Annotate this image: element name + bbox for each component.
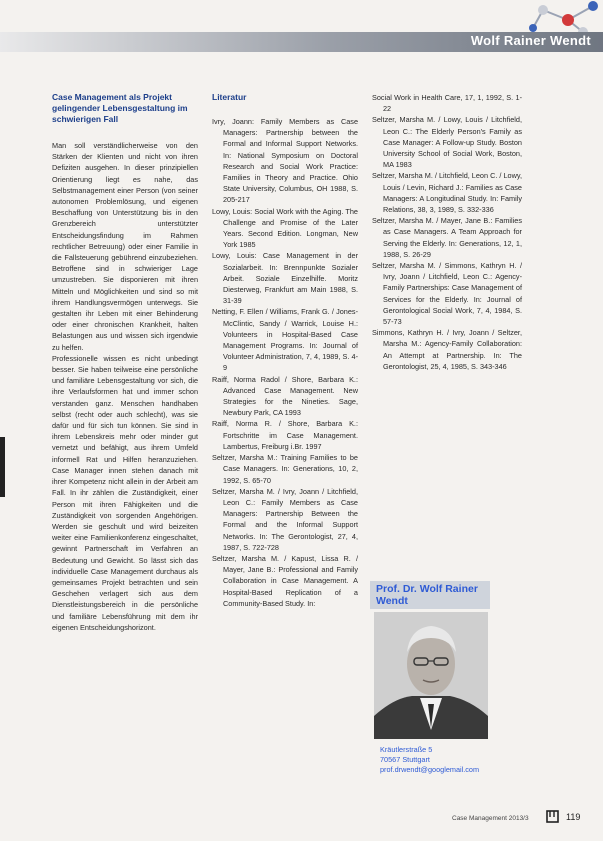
reference-item: Seltzer, Marsha M. / Kapust, Lissa R. / Mayer, Jane B.: Professional and Family Collaboration in Case Management. A Hospital-Based Replication of a Community-Based Study. In:	[212, 553, 358, 608]
reference-item: Social Work in Health Care, 17, 1, 1992, S. 1-22	[372, 93, 522, 114]
literature-column-1	[212, 92, 358, 609]
author-address: Kräutlerstraße 5	[380, 745, 433, 754]
author-contact	[380, 745, 479, 775]
margin-marker	[0, 437, 5, 497]
molecule-graphic	[523, 0, 603, 34]
author-name-box: Prof. Dr. Wolf Rainer Wendt	[370, 581, 490, 609]
author-city: 70567 Stuttgart	[380, 755, 430, 764]
header-bar	[0, 32, 603, 52]
literature-column-2	[372, 92, 522, 372]
reference-item: Seltzer, Marsha M. / Simmons, Kathryn H. / Ivry, Joann / Litchfield, Leon C.: Agency-Family Partnerships: Case Management of Services for the Elderly. In: Journal of Gerontological Social Work, 7, 4, 1984, S. 57-73	[372, 261, 522, 327]
reference-item: Raiff, Norma R. / Shore, Barbara K.: Fortschritte im Case Management. Lambertus, Freiburg i.Br. 1997	[212, 419, 358, 451]
reference-item: Ivry, Joann: Family Members as Case Managers: Partnership between the Formal and Informal Support Networks. In: National Symposium on Doctoral Research and Social Work Practice: Families in Theory and Practice. Ohio State University, Columbus, OH 1988, S. 205-217	[212, 117, 358, 205]
reference-item: Simmons, Kathryn H. / Ivry, Joann / Seltzer, Marsha M.: Agency-Family Collaboration: An Attempt at Partnership. In: The Gerontologist, 25, 4, 1985, S. 343-346	[372, 328, 522, 371]
section-heading: Case Management als Projekt gelingender Lebensgestaltung im schwierigen Fall	[52, 92, 188, 124]
reference-item: Seltzer, Marsha M.: Training Families to be Case Managers. In: Generations, 10, 2, 1992, S. 65-70	[212, 453, 358, 485]
literature-title: Literatur	[212, 92, 247, 102]
author-photo	[374, 612, 488, 739]
paragraph-1: Man soll verständlicherweise von den Stärken der Klienten und nicht von ihren Defiziten ausgehen. In dieser prinzipiellen Orientierung liegt es nahe, das Selbstmanagement einer Person (von seiner autonomen Problemlösung, und eigenen Beschaffung von Unterstützung bis in den Grenzbereich unterstützter Entscheidungsfindung im Rahmen rechtlicher Betreuung) oder einer Familie in die Fallsteuerung gebührend einzubeziehen. Betroffene sind in schwieriger Lage umzustreben. Sie disponieren mit ihren Mitteln und Möglichkeiten und sind so mit ihrem Handlungsvermögen unterwegs. Sie gestalten ihr Leben mit einer Behinderung oder einer chronischen Krankheit, halten Belastungen aus und wissen sich irgendwie zu helfen.	[52, 141, 198, 352]
reference-item: Raiff, Norma Radol / Shore, Barbara K.: Advanced Case Management. New Strategies for the Nineties. Sage, Newbury Park, CA 1993	[212, 374, 358, 418]
paragraph-2: Professionelle wissen es nicht unbedingt besser. Sie haben teilweise eine persönliche und familiäre Lebensgestaltung vor sich, die ihre Verlaufsformen hat und immer schon verstanden ganz. Menschen handhaben selbst (recht oder auch schlecht), was sie dafür und für sich tun können. Sie sind in ihrem Lebenskreis mehr oder minder gut vernetzt und befähigt, aus ihrem Umfeld informell Rat und Hilfen heranzuziehen. Case Manager innen stehen danach mit ihrer Kompetenz nicht allein in der Arbeit am Fall. In ihr zählen die Zuständigkeit, einer Person mit ihren Fähigkeiten und die Zuständigkeit von sorgenden Angehörigen. Werden sie geschult und wird beizeiten weiter eine Familienkonferenz eingeschaltet, gewinnt Partnerschaft im Verfahren an Bedeutung und Gewicht. So lässt sich das individuelle Case Management durchaus als gemeinsames Projekt betrachten und sein Geschehen verlagert sich aus dem Dienstleistungsbereich in die persönliche und familiäre Lebensführung mit dem ihr eigenen Entscheidungshorizont.	[52, 353, 198, 632]
page-icon	[546, 810, 559, 826]
reference-item: Netting, F. Ellen / Williams, Frank G. / Jones-McClintic, Sandy / Warrick, Louise H.: Volunteers in Hospital-Based Case Management Programs. In: Journal of Volunteer Administration, 7, 4, 1989, S. 4-9	[212, 307, 358, 373]
reference-item: Lowy, Louis: Case Management in der Sozialarbeit. In: Brennpunkte Sozialer Arbeit. Soziale Einzelhilfe. Moritz Diesterweg, Frankfurt am Main 1988, S. 31-39	[212, 251, 358, 306]
header-author: Wolf Rainer Wendt	[470, 33, 591, 48]
reference-item: Seltzer, Marsha M. / Ivry, Joann / Litchfield, Leon C.: Family Members as Case Managers: Partnership Between the Formal and the Informal Support Networks. In: The Gerontologist, 27, 4, 1987, S. 722-728	[212, 486, 358, 552]
author-email[interactable]: prof.drwendt@googlemail.com	[380, 765, 480, 774]
reference-item: Seltzer, Marsha M. / Lowy, Louis / Litchfield, Leon C.: The Elderly Person's Family as Case Manager: A Follow-up Study. Boston University School of Social Work, Boston, MA 1983	[372, 115, 522, 170]
page-number: 119	[566, 812, 581, 822]
journal-footer: Case Management 2013/3	[452, 815, 529, 822]
article-column-1	[52, 92, 198, 633]
reference-item: Seltzer, Marsha M. / Litchfield, Leon C. / Lowy, Louis / Levin, Richard J.: Families as Case Managers: A Longitudinal Study. In: Family Relations, 38, 3, 1989, S. 332-336	[372, 171, 522, 215]
reference-item: Lowy, Louis: Social Work with the Aging. The Challenge and Promise of the Later Years. Second Edition. Longman, New York 1985	[212, 206, 358, 250]
reference-item: Seltzer, Marsha M. / Mayer, Jane B.: Families as Case Managers. A Team Approach for Serving the Elderly. In: Generations, 12, 1, 1988, S. 26-29	[372, 216, 522, 259]
